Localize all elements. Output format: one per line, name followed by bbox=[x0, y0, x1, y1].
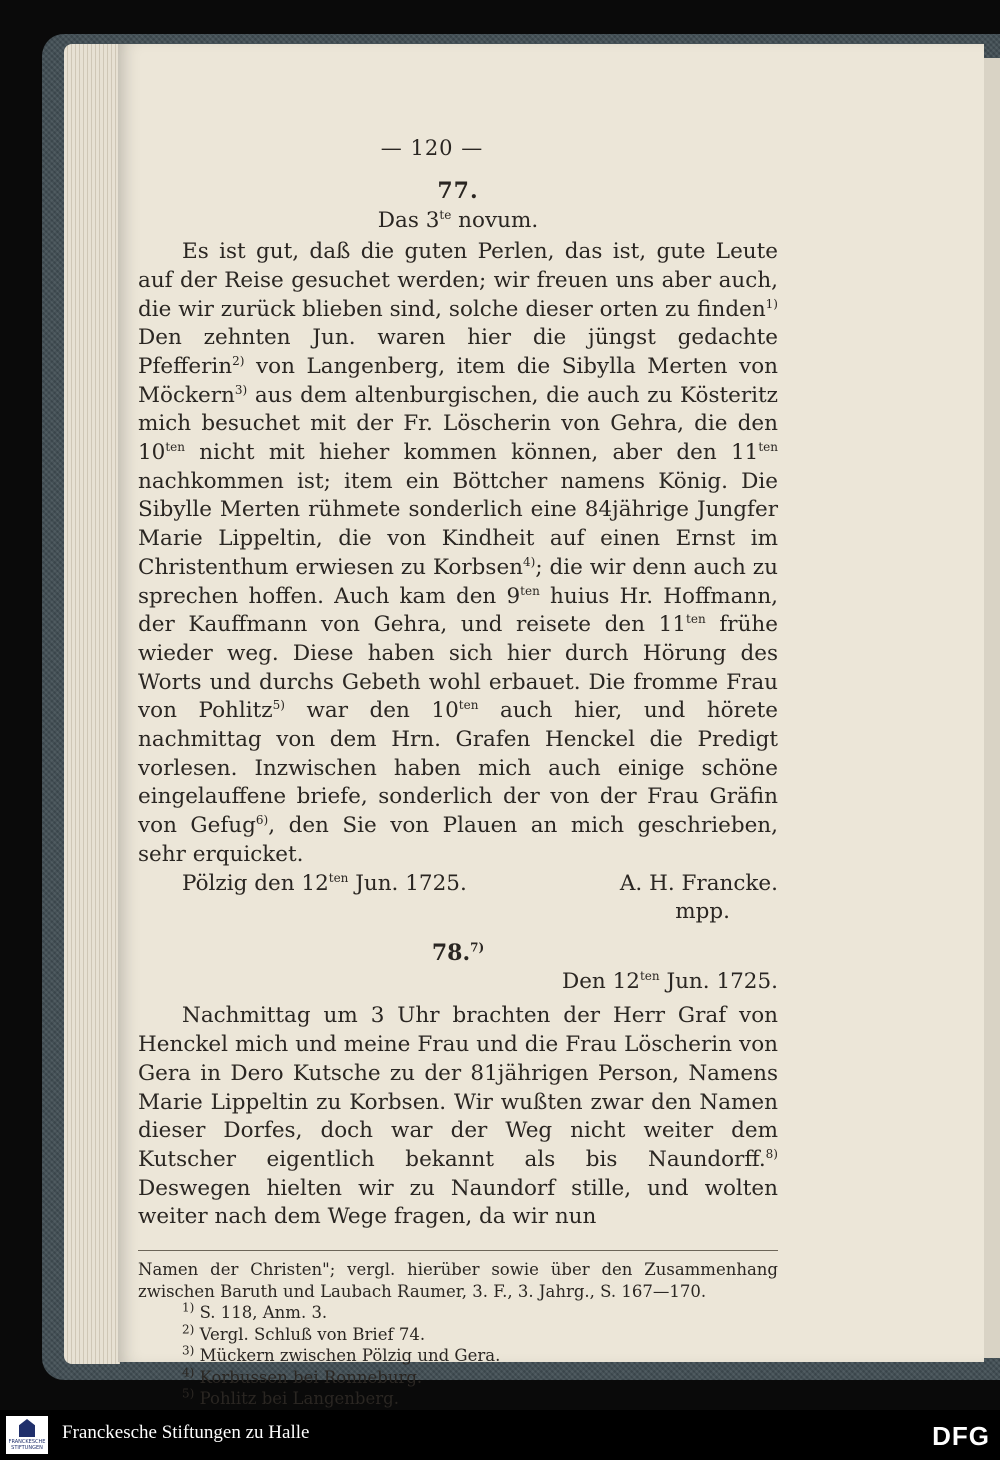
superscript: 4) bbox=[523, 554, 536, 569]
letter-77-mpp: mpp. bbox=[675, 899, 730, 925]
superscript: 1) bbox=[765, 296, 778, 311]
footnote-continuation: Namen der Christen"; vergl. hierüber sowie über den Zusammenhang zwischen Baruth und Laubach Raumer, 3. F., 3. Jahrg., S. 167—170. bbox=[138, 1260, 778, 1301]
building-icon bbox=[19, 1419, 35, 1437]
footnote-1: $^{1)}$ S. 118, Anm. 3. bbox=[182, 1300, 328, 1323]
footnotes bbox=[138, 1259, 778, 1410]
letter-77-signature: A. H. Francke. bbox=[619, 870, 778, 896]
footnote-list bbox=[138, 1302, 778, 1410]
letter-77-heading: 77. bbox=[437, 177, 479, 204]
superscript: ten bbox=[165, 439, 186, 454]
text-run: von Langenberg, item die Sibylla Merten von Möckern bbox=[138, 353, 778, 408]
letter-77-subtitle: Das $3^{te}$ novum. bbox=[377, 208, 539, 234]
text-run: war den 10 bbox=[284, 698, 459, 724]
page-right-edge bbox=[984, 58, 1000, 1358]
footnote-4: $^{4)}$ Korbussen bei Ronneburg. bbox=[182, 1365, 423, 1387]
logo-text: FRANCKESCHE STIFTUNGEN bbox=[8, 1439, 46, 1451]
superscript: 8) bbox=[765, 1146, 778, 1161]
superscript: ten bbox=[686, 612, 706, 627]
footnote-rule bbox=[138, 1250, 778, 1251]
funder-logo[interactable]: DFG bbox=[932, 1421, 990, 1451]
text-run: Nachmittag um 3 Uhr brachten der Herr Graf von Henckel mich und meine Frau und die Frau Löscherin von Gera in Dero Kutsche zu der 81jährigen Person, Namens Marie Lippeltin zu Korbsen. Wir wußten zwar den Namen dieser Dorfes, doch war der Weg nicht weiter dem Kutscher eigentlich bekannt als bis Naundorff. bbox=[138, 1003, 778, 1172]
letter-77-body bbox=[138, 238, 778, 869]
letter-77-place-date: Pölzig den $12^{ten}$ Jun. 1725. bbox=[182, 870, 467, 896]
letter-78-date: Den $12^{ten}$ Jun. 1725. bbox=[561, 968, 778, 994]
text-run: frühe wieder weg. Diese haben sich hier durch Hörung des Worts und durchs Gebeth wohl erbauet. Die fromme Frau von Pohlitz bbox=[138, 612, 778, 724]
text-run: ; die wir denn auch zu sprechen hoffen. Auch kam den 9 bbox=[138, 554, 778, 609]
superscript: 3) bbox=[234, 382, 248, 397]
page-number: — 120 — bbox=[380, 136, 484, 160]
superscript: 5) bbox=[272, 698, 285, 713]
institution-name[interactable]: Franckesche Stiftungen zu Halle bbox=[62, 1422, 310, 1443]
text-run: auch hier, und hörete nachmittag von dem Hrn. Grafen Henckel die Predigt vorlesen. Inzwischen haben mich auch einige schöne eingelauffene briefe, sonderlich der von der Frau Gräfin von Gefug bbox=[138, 698, 778, 839]
page-edges bbox=[64, 44, 120, 1364]
superscript: ten bbox=[520, 583, 540, 598]
text-run: Deswegen hielten wir zu Naundorf stille, und wolten weiter nach dem Wege fragen, da wir nun bbox=[138, 1175, 778, 1230]
text-run: huius Hr. Hoffmann, der Kauffmann von Gehra, und reisete den 11 bbox=[138, 583, 779, 638]
viewer-footer bbox=[0, 1410, 1000, 1460]
letter-77-closing bbox=[138, 870, 778, 899]
text-run: aus dem altenburgischen, die auch zu Kösteritz mich besuchet mit der Fr. Löscherin von Gehra, die den 10 bbox=[138, 382, 778, 466]
superscript: 2) bbox=[232, 353, 245, 368]
text-run: , den Sie von Plauen an mich geschrieben, sehr erquicket. bbox=[138, 813, 778, 867]
text-run: Es ist gut, daß die guten Perlen, das ist, gute Leute auf der Reise gesuchet werden; wir freuen uns aber auch, die wir zurück blieben sind, solche dieser orten zu finden bbox=[138, 239, 778, 322]
text-run: nachkommen ist; item ein Böttcher namens König. Die Sibylle Merten rühmete sonderlich eine 84jährige Jungfer Marie Lippeltin, die von Kindheit auf einen Ernst im Christenthum erwiesen zu Korbsen bbox=[138, 468, 778, 580]
footnote-5: $^{5)}$ Pohlitz bei Langenberg. bbox=[182, 1386, 399, 1409]
superscript: 6) bbox=[255, 813, 269, 828]
footnote-3: $^{3)}$ Mückern zwischen Pölzig und Gera. bbox=[182, 1343, 501, 1366]
superscript: ten bbox=[458, 698, 479, 713]
superscript: ten bbox=[758, 439, 778, 454]
footnote-2: $^{2)}$ Vergl. Schluß von Brief 74. bbox=[182, 1322, 426, 1344]
text-run: nicht mit hieher kommen können, aber den 11 bbox=[185, 440, 759, 466]
letter-78-heading: 78.$^{7)}$ bbox=[431, 939, 485, 966]
text-run: Den zehnten Jun. waren hier die jüngst gedachte Pfefferin bbox=[138, 325, 778, 379]
letter-78-body bbox=[138, 1002, 778, 1232]
page-content bbox=[138, 90, 778, 1410]
institution-logo[interactable] bbox=[6, 1416, 48, 1454]
